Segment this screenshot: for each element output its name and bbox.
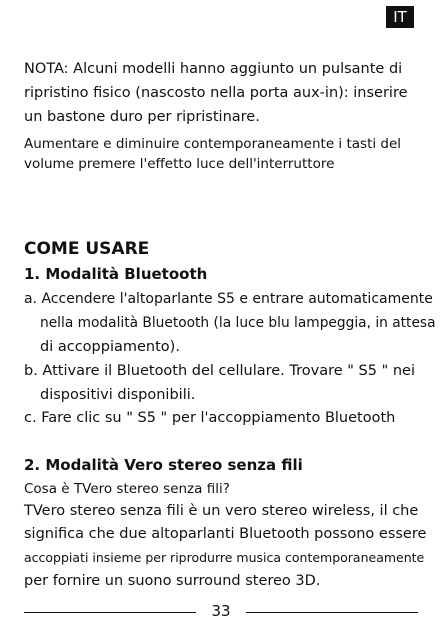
step-a-line-3: di accoppiamento). bbox=[40, 339, 180, 355]
language-badge: IT bbox=[386, 6, 414, 28]
section-title: COME USARE bbox=[24, 239, 150, 259]
volume-line-2: volume premere l'effetto luce dell'interruttore bbox=[24, 156, 335, 172]
tws-question: Cosa è TVero stereo senza fili? bbox=[24, 481, 230, 497]
note-line-3: un bastone duro per ripristinare. bbox=[24, 109, 260, 125]
tws-text-line-2: significa che due altoparlanti Bluetooth possono essere bbox=[24, 526, 427, 542]
volume-line-1: Aumentare e diminuire contemporaneamente i tasti del bbox=[24, 136, 402, 152]
tws-text-line-1: TVero stereo senza fili è un vero stereo wireless, il che bbox=[24, 503, 419, 519]
tws-text-line-3: accoppiati insieme per riprodurre musica contemporaneamente bbox=[24, 550, 425, 565]
note-line-2: ripristino fisico (nascosto nella porta aux-in): inserire bbox=[24, 85, 408, 101]
tws-mode-heading: 2. Modalità Vero stereo senza fili bbox=[24, 456, 303, 474]
footer-rule-right bbox=[246, 612, 418, 613]
footer-rule-left bbox=[24, 612, 196, 613]
bluetooth-mode-heading: 1. Modalità Bluetooth bbox=[24, 265, 208, 283]
tws-text-line-4: per fornire un suono surround stereo 3D. bbox=[24, 573, 321, 589]
step-b-line-2: dispositivi disponibili. bbox=[40, 387, 196, 403]
step-a-line-1: a. Accendere l'altoparlante S5 e entrare automaticamente bbox=[24, 291, 433, 307]
page-number: 33 bbox=[211, 602, 231, 620]
step-c-line: c. Fare clic su " S5 " per l'accoppiamento Bluetooth bbox=[24, 410, 396, 426]
step-b-line-1: b. Attivare il Bluetooth del cellulare. Trovare " S5 " nei bbox=[24, 363, 416, 379]
note-line-1: NOTA: Alcuni modelli hanno aggiunto un pulsante di bbox=[24, 61, 403, 77]
step-a-line-2: nella modalità Bluetooth (la luce blu lampeggia, in attesa bbox=[40, 315, 436, 331]
